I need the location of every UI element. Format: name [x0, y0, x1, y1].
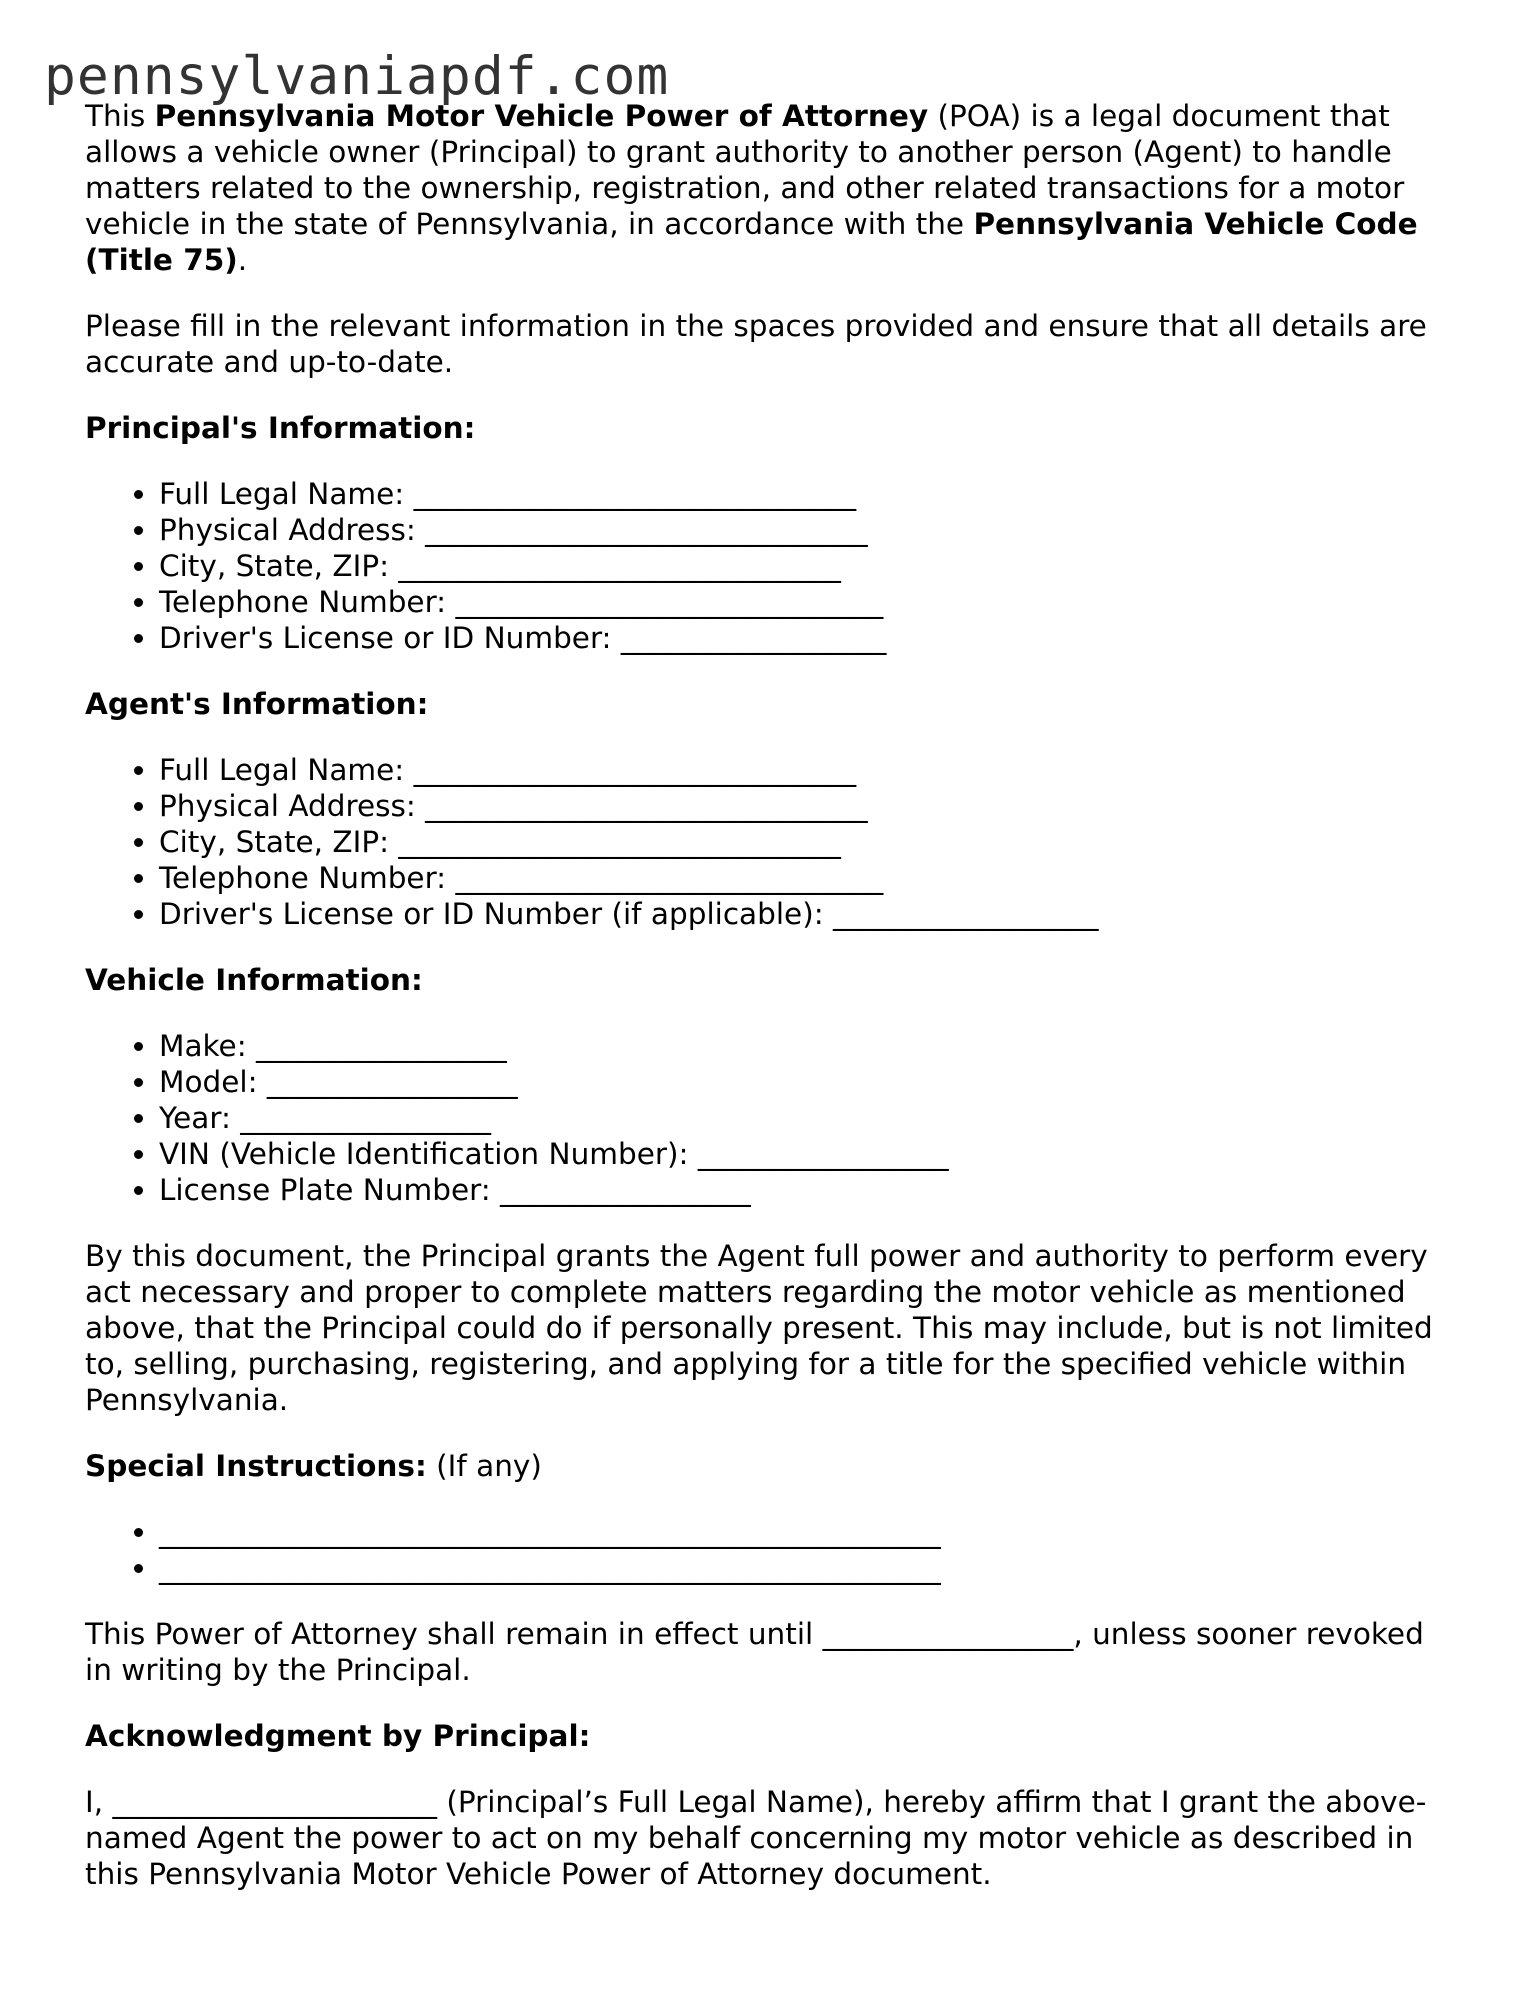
intro-bold-title: Pennsylvania Motor Vehicle Power of Attorney — [154, 99, 929, 133]
vehicle-model-field: • Model: _________________ — [159, 1064, 1455, 1100]
vehicle-list — [85, 1028, 1455, 1208]
principal-address-field: • Physical Address: ______________________________ — [159, 512, 1455, 548]
intro-text-1: This — [85, 99, 155, 133]
principal-telephone-field: • Telephone Number: _____________________________ — [159, 584, 1455, 620]
special-instructions-list — [85, 1514, 1455, 1586]
principal-license-field: • Driver's License or ID Number: __________________ — [159, 620, 1455, 656]
intro-paragraph — [85, 98, 1455, 278]
acknowledgment-paragraph: I, ______________________ (Principal’s Full Legal Name), hereby affirm that I grant the above-named Agent the power to act on my behalf concerning my motor vehicle as described in this Pennsylvania Motor Vehicle Power of Attorney document. — [85, 1785, 1427, 1891]
vehicle-make-field: • Make: _________________ — [159, 1028, 1455, 1064]
fill-note-paragraph: Please fill in the relevant information in the spaces provided and ensure that all details are accurate and up-to-date. — [85, 309, 1427, 379]
agent-city-state-zip-field: • City, State, ZIP: ______________________________ — [159, 824, 1455, 860]
principal-heading: Principal's Information: — [85, 411, 476, 445]
special-instruction-line: • _____________________________________________________ — [159, 1550, 1455, 1586]
grant-paragraph: By this document, the Principal grants the Agent full power and authority to perform every act necessary and proper to complete matters regarding the motor vehicle as mentioned above, that the Principal could do if personally present. This may include, but is not limited to, selling, purchasing, registering, and applying for a title for the specified vehicle within Pennsylvania. — [85, 1239, 1433, 1417]
agent-list — [85, 752, 1455, 932]
intro-text-2: (POA) is a legal document that allows a vehicle owner (Principal) to grant authority to another person (Agent) to handle matters related to the ownership, registration, and other related transactions for a motor vehicle in the state of Pennsylvania, in accordance with the — [85, 99, 1405, 241]
special-instructions-heading — [85, 1448, 1455, 1484]
document-body — [85, 98, 1455, 1922]
vehicle-vin-field: • VIN (Vehicle Identification Number): _________________ — [159, 1136, 1455, 1172]
vehicle-year-field: • Year: _________________ — [159, 1100, 1455, 1136]
principal-list — [85, 476, 1455, 656]
intro-bold-code: Pennsylvania Vehicle Code (Title 75) — [85, 207, 1418, 277]
agent-telephone-field: • Telephone Number: _____________________________ — [159, 860, 1455, 896]
special-instruction-line: • _____________________________________________________ — [159, 1514, 1455, 1550]
effect-paragraph: This Power of Attorney shall remain in effect until _________________, unless sooner revoked in writing by the Principal. — [85, 1617, 1424, 1687]
vehicle-heading: Vehicle Information: — [85, 963, 423, 997]
agent-address-field: • Physical Address: ______________________________ — [159, 788, 1455, 824]
acknowledgment-heading: Acknowledgment by Principal: — [85, 1719, 591, 1753]
agent-license-field: • Driver's License or ID Number (if applicable): __________________ — [159, 896, 1455, 932]
watermark: pennsylvaniapdf.com — [44, 46, 670, 107]
principal-full-name-field: • Full Legal Name: ______________________________ — [159, 476, 1455, 512]
vehicle-plate-field: • License Plate Number: _________________ — [159, 1172, 1455, 1208]
special-heading-label: Special Instructions: — [85, 1449, 427, 1483]
special-heading-note: (If any) — [426, 1449, 542, 1483]
principal-city-state-zip-field: • City, State, ZIP: ______________________________ — [159, 548, 1455, 584]
intro-text-3: . — [237, 243, 248, 277]
agent-heading: Agent's Information: — [85, 687, 429, 721]
agent-full-name-field: • Full Legal Name: ______________________________ — [159, 752, 1455, 788]
